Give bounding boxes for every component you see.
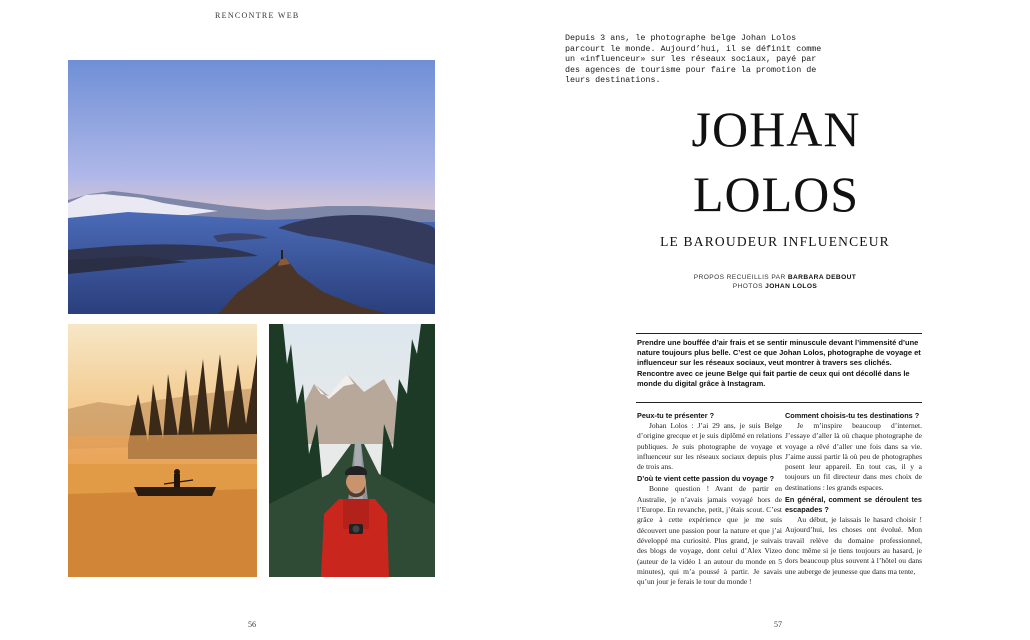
photos-label: PHOTOS (732, 283, 763, 290)
divider-top (636, 333, 922, 334)
photo-mountain-lake (68, 60, 435, 314)
answer-4: Au début, je laissais le hasard choisir ! Aujourd’hui, les choses ont évolué. Mon travail relève du domaine professionnel, donc même si je tiens toujours au hasard, je dors beaucoup plus souvent à l’hôtel ou dans une auberge de jeunesse que dans ma tente, (785, 515, 922, 576)
answer-3: Je m’inspire beaucoup d’internet. J’essaye d’aller là où chaque photographe de voyage a rêvé d’aller une fois dans sa vie. J’aime aussi partir là où peu de photographes posent leur appareil. En tout cas, il y a toujours un fil directeur dans mes choix de destinations : les grands espaces. (785, 421, 922, 492)
section-rubric: RENCONTRE WEB (215, 11, 300, 20)
question-4: En général, comment se déroulent tes escapades ? (785, 495, 922, 515)
interview-label: PROPOS RECUEILLIS PAR (693, 274, 786, 281)
interview-name: BARBARA DEBOUT (787, 274, 857, 281)
question-2: D’où te vient cette passion du voyage ? (637, 474, 775, 484)
question-1: Peux-tu te présenter ? (637, 411, 715, 420)
column-2 (785, 409, 922, 579)
lead-paragraph: Prendre une bouffée d’air frais et se sentir minuscule devant l’immensité d’une nature toujours plus belle. C’est ce que Johan Lolos, photographe de voyage et influenceur sur les réseaux sociaux, veut montrer à travers ses clichés. Rencontre avec ce jeune Belge qui fait partie de ceux qui ont décollé dans le monde du digital grâce à Instagram. (637, 338, 921, 388)
photo-traveler-road (269, 324, 435, 577)
column-1 (637, 409, 782, 589)
subtitle: LE BAROUDEUR INFLUENCEUR (660, 234, 890, 249)
question-3: Comment choisis-tu tes destinations ? (785, 411, 920, 420)
page-number-right: 57 (774, 620, 782, 629)
divider-bottom (636, 402, 922, 403)
page-number-left: 56 (248, 620, 256, 629)
title-line-1: JOHAN (691, 101, 861, 157)
answer-1: Johan Lolos : J’ai 29 ans, je suis Belge d’origine grecque et je suis diplômé en relations publiques. Je suis photographe de voyage et influenceur sur les réseaux sociaux depuis plus de trois ans. (637, 421, 782, 472)
photos-name: JOHAN LOLOS (765, 283, 818, 290)
credits (640, 273, 910, 291)
intro-text: Depuis 3 ans, le photographe belge Johan Lolos parcourt le monde. Aujourd’hui, il se définit comme un «influenceur» sur les réseaux sociaux, payé par des agences de tourisme pour faire la promotion de leurs destinations. (565, 33, 822, 86)
title-line-2: LOLOS (692, 166, 860, 222)
photo-canoe-sunrise (68, 324, 257, 577)
answer-2: Bonne question ! Avant de partir en Australie, je n’avais jamais voyagé hors de l’Europe. En revanche, petit, j’étais scout. C’est grâce à cette expérience que je me suis découvert une passion pour la nature et que j’ai développé ma curiosité. Plus grand, je suivais des blogs de voyage, dont celui d’Alex Vizeo (auteur de la vidéo 1 an autour du monde en 5 minutes), qui m’a poussé à partir. Je savais qu’un jour je ferais le tour du monde ! (637, 484, 782, 587)
